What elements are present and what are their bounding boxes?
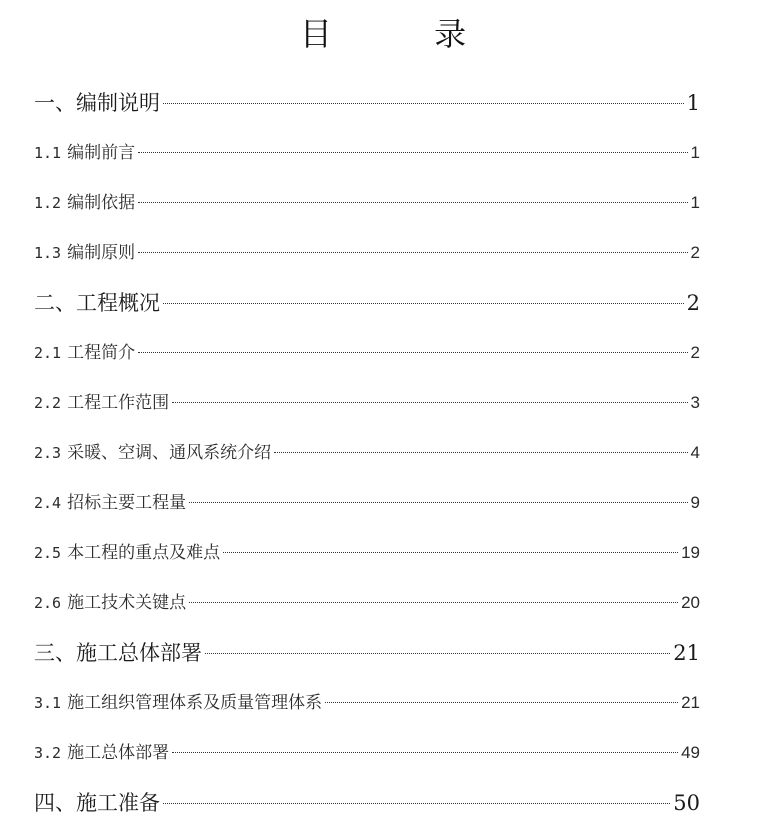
toc-entry-3-1[interactable] [34, 690, 700, 716]
toc-entry-2-1[interactable] [34, 340, 700, 366]
toc-entry-page: 19 [681, 543, 700, 562]
toc-entry-label: 本工程的重点及难点 [67, 543, 221, 563]
dot-leader [172, 402, 687, 403]
toc-entry-page: 50 [673, 791, 700, 815]
toc-entry-label: 招标主要工程量 [67, 493, 187, 513]
toc-entry-number: 2.3 [34, 444, 62, 462]
toc-entry-page: 2 [690, 243, 700, 262]
dot-leader [223, 552, 678, 553]
toc-entry-2-2[interactable] [34, 390, 700, 416]
toc-entry-page: 2 [690, 343, 700, 362]
toc-entry-number: 2.6 [34, 594, 62, 612]
dot-leader [163, 803, 670, 804]
toc-entry-page: 1 [690, 143, 700, 162]
toc-entry-number: 3.1 [34, 694, 62, 712]
toc-entry-label: 工程简介 [67, 343, 136, 363]
dot-leader [138, 202, 687, 203]
toc-entry-1-1[interactable] [34, 140, 700, 166]
toc-entry-label: 施工组织管理体系及质量管理体系 [67, 693, 323, 713]
toc-entry-page: 3 [690, 393, 700, 412]
toc-entry-label: 施工技术关键点 [67, 593, 187, 613]
toc-entry-page: 4 [690, 443, 700, 462]
toc-entry-page: 21 [681, 693, 700, 712]
dot-leader [138, 252, 687, 253]
toc-entry-number: 2.1 [34, 344, 62, 362]
dot-leader [172, 752, 678, 753]
toc-entry-chapter-2[interactable] [34, 288, 700, 318]
toc-entry-chapter-3[interactable] [34, 638, 700, 668]
toc-entry-label: 采暖、空调、通风系统介绍 [67, 443, 272, 463]
toc-entry-number: 1.3 [34, 244, 62, 262]
toc-entry-number: 1.1 [34, 144, 62, 162]
toc-entry-2-3[interactable] [34, 440, 700, 466]
dot-leader [325, 702, 678, 703]
toc-entry-label: 四、施工准备 [34, 791, 160, 815]
toc-entry-label: 一、编制说明 [34, 91, 160, 115]
dot-leader [163, 303, 684, 304]
toc-entry-label: 编制前言 [67, 143, 136, 163]
toc-entry-number: 3.2 [34, 744, 62, 762]
toc-entry-2-6[interactable] [34, 590, 700, 616]
toc-entry-1-3[interactable] [34, 240, 700, 266]
dot-leader [138, 152, 687, 153]
toc-entry-2-4[interactable] [34, 490, 700, 516]
toc-entry-number: 2.5 [34, 544, 62, 562]
toc-entry-number: 2.2 [34, 394, 62, 412]
dot-leader [163, 103, 684, 104]
dot-leader [189, 502, 687, 503]
dot-leader [138, 352, 687, 353]
toc-entry-page: 49 [681, 743, 700, 762]
toc-entry-label: 编制原则 [67, 243, 136, 263]
toc-entry-chapter-4[interactable] [34, 788, 700, 818]
toc-entry-label: 工程工作范围 [67, 393, 170, 413]
toc-entry-chapter-1[interactable] [34, 88, 700, 118]
toc-entry-2-5[interactable] [34, 540, 700, 566]
toc-entry-1-2[interactable] [34, 190, 700, 216]
dot-leader [205, 653, 670, 654]
toc-entry-page: 2 [686, 291, 700, 315]
toc-entry-number: 1.2 [34, 194, 62, 212]
toc-entry-page: 20 [681, 593, 700, 612]
toc-entry-number: 2.4 [34, 494, 62, 512]
toc-entry-label: 二、工程概况 [34, 291, 160, 315]
toc-entry-page: 1 [690, 193, 700, 212]
toc-entry-3-2[interactable] [34, 740, 700, 766]
toc-entry-label: 施工总体部署 [67, 743, 170, 763]
toc-entry-label: 编制依据 [67, 193, 136, 213]
toc-entry-label: 三、施工总体部署 [34, 641, 202, 665]
toc-entry-page: 21 [673, 641, 700, 665]
dot-leader [274, 452, 687, 453]
toc-entry-page: 9 [690, 493, 700, 512]
dot-leader [189, 602, 678, 603]
toc-entry-page: 1 [686, 91, 700, 115]
page-title: 目 录 [299, 15, 513, 53]
